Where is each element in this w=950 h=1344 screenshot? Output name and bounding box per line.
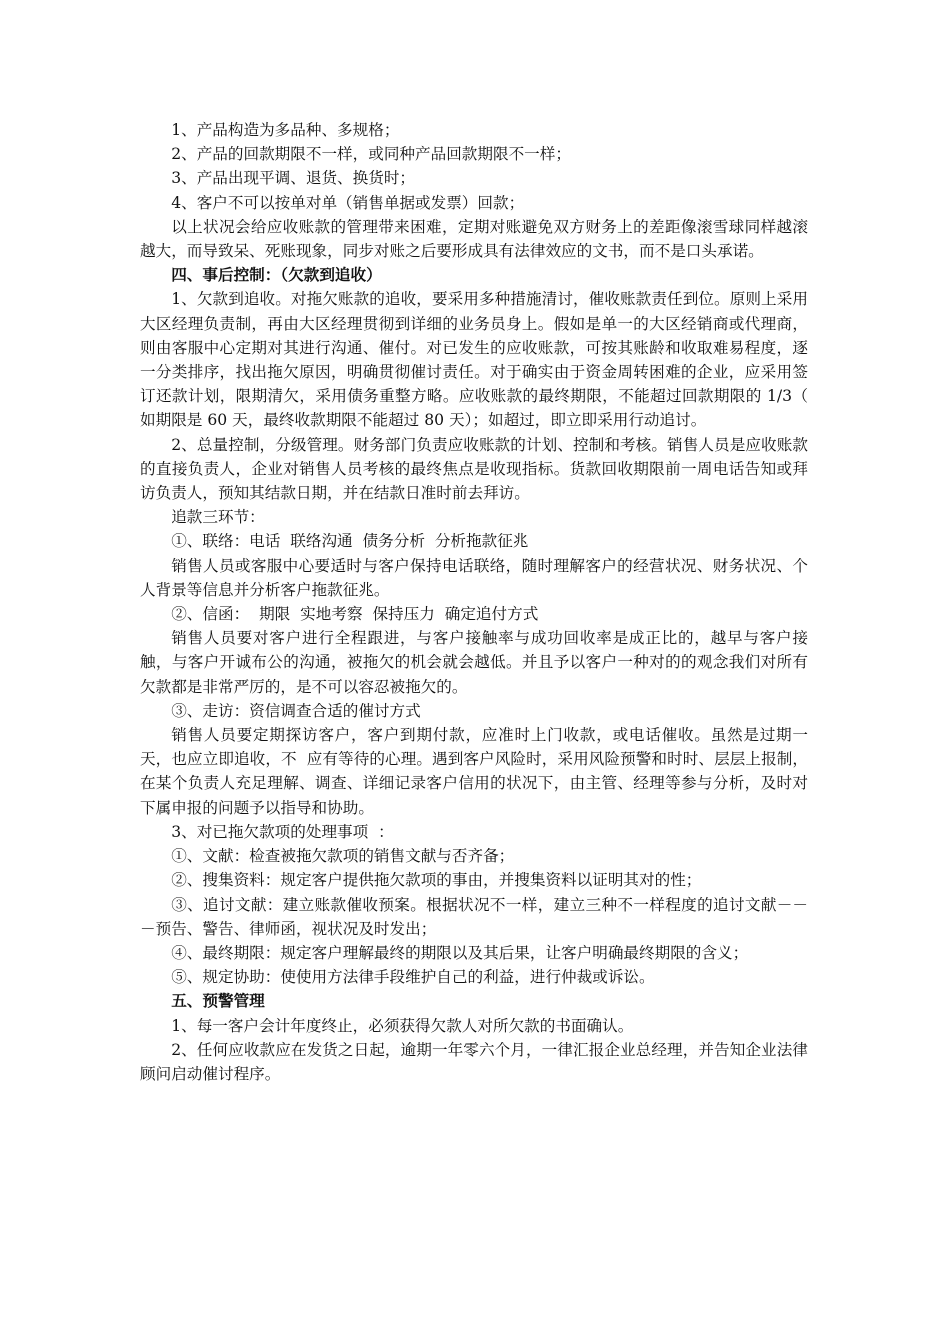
paragraph-17: ①、文献：检查被拖欠款项的销售文献与否齐备； [171,847,515,866]
paragraph-19: ③、追讨文献：建立账款催收预案。根据状况不一样，建立三种不一样程度的追讨文献－－－预告、警告、律师函，视状况及时发出； [140,895,808,938]
paragraph-1: 1、产品构造为多品种、多规格； [171,121,400,139]
section-heading-5: 五、预警管理 [171,991,265,1011]
paragraph-14: ③、走访：资信调查合适的催讨方式 [171,701,421,720]
paragraph-20: ④、最终期限：规定客户理解最终的期限以及其后果，让客户明确最终期限的含义； [171,943,749,962]
paragraph-24: 2、任何应收款应在发货之日起，逾期一年零六个月，一律汇报企业总经理，并告知企业法律顾问启动催讨程序。 [140,1040,808,1083]
paragraph-13: 销售人员要对客户进行全程跟进，与客户接触率与成功回收率是成正比的，越早与客户接触，与客户开诚布公的沟通，被拖欠的机会就会越低。并且予以客户一种对的的观念我们对所有欠款都是非常严厉的，是不可以容忍被拖欠的。 [140,629,808,696]
paragraph-5: 以上状况会给应收账款的管理带来困难，定期对账避免双方财务上的差距像滚雪球同样越滚越大，而导致呆、死账现象，同步对账之后要形成具有法律效应的文书，而不是口头承诺。 [140,217,808,261]
document-page [140,118,813,1086]
paragraph-2: 2、产品的回款期限不一样，或同种产品回款期限不一样； [171,145,571,164]
paragraph-23: 1、每一客户会计年度终止，必须获得欠款人对所欠款的书面确认。 [171,1016,634,1035]
paragraph-10: ①、联络：电话 联络沟通 债务分析 分析拖款征兆 [171,532,529,551]
paragraph-12: ②、信函： 期限 实地考察 保持压力 确定追付方式 [171,605,539,624]
paragraph-18: ②、搜集资料：规定客户提供拖欠款项的事由，并搜集资料以证明其对的性； [171,871,702,890]
paragraph-11: 销售人员或客服中心要适时与客户保持电话联络，随时理解客户的经营状况、财务状况、个人背景等信息并分析客户拖款征兆。 [140,556,808,599]
paragraph-9: 追款三环节： [171,508,265,527]
paragraph-16: 3、对已拖欠款项的处理事项 ： [171,822,394,841]
paragraph-4: 4、客户不可以按单对单（销售单据或发票）回款； [171,193,525,212]
paragraph-21: ⑤、规定协助：使使用方法律手段维护自己的利益，进行仲裁或诉讼。 [171,968,655,987]
paragraph-8: 2、总量控制，分级管理。财务部门负责应收账款的计划、控制和考核。销售人员是应收账款的直接负责人，企业对销售人员考核的最终焦点是收现指标。货款回收期限前一周电话告知或拜访负责人，预知其结款日期，并在结款日准时前去拜访。 [140,435,808,503]
paragraph-7: 1、欠款到追收。对拖欠账款的追收，要采用多种措施清讨，催收账款责任到位。原则上采用大区经理负责制，再由大区经理贯彻到详细的业务员身上。假如是单一的大区经销商或代理商，则由客服中心定期对其进行沟通、催付。对已发生的应收账款，可按其账龄和收取难易程度，逐一分类排序，找出拖欠原因，明确贯彻催讨责任。对于确实由于资金周转困难的企业，应采用签订还款计划，限期清欠，采用债务重整方略。应收账款的最终期限，不能超过回款期限的 1/3（ 如期限是 60 天，最终收款期限不能超过 80 天）；如超过，即立即采用行动追讨。 [140,290,813,430]
section-heading-4: 四、事后控制：（欠款到追收） [171,265,382,285]
paragraph-15: 销售人员要定期探访客户，客户到期付款，应准时上门收款，或电话催收。虽然是过期一天，也应立即追收，不 应有等待的心理。遇到客户风险时，采用风险预警和时时、层层上报制，在某个负责人充足理解、调查、详细记录客户信用的状况下，由主管、经理等参与分析，及时对下属申报的问题予以指导和协助。 [140,726,808,817]
paragraph-3: 3、产品出现平调、退货、换货时； [171,169,416,188]
